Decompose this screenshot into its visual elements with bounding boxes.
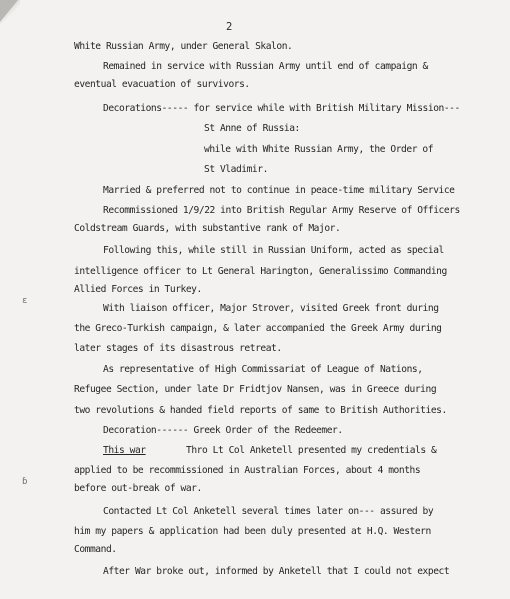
- text-line: With liaison officer, Major Strover, visited Greek front during: [103, 303, 439, 314]
- text-line: Remained in service with Russian Army until end of campaign &: [103, 61, 428, 72]
- text-line: White Russian Army, under General Skalon.: [74, 41, 293, 52]
- text-line: Married & preferred not to continue in peace-time military Service: [103, 185, 455, 196]
- text-line: Allied Forces in Turkey.: [74, 284, 202, 295]
- text-line: Decoration------ Greek Order of the Redeemer.: [103, 425, 343, 436]
- text-line: Recommissioned 1/9/22 into British Regular Army Reserve of Officers: [103, 205, 460, 216]
- margin-punch-mark: ɓ: [22, 477, 28, 487]
- text-line: After War broke out, informed by Anketell that I could not expect: [103, 566, 450, 577]
- text-line: while with White Russian Army, the Order of: [204, 144, 434, 155]
- text-line: two revolutions & handed field reports of same to British Authorities.: [74, 405, 447, 416]
- text-line: St Vladimir.: [204, 164, 268, 175]
- folded-corner: [0, 0, 18, 22]
- text-line: Contacted Lt Col Anketell several times later on--- assured by: [103, 506, 434, 517]
- text-line: St Anne of Russia:: [204, 123, 300, 134]
- text-line: Thro Lt Col Anketell presented my credentials &: [186, 445, 437, 456]
- text-line: Coldstream Guards, with substantive rank of Major.: [74, 223, 341, 234]
- text-line: later stages of its disastrous retreat.: [74, 343, 282, 354]
- text-line: eventual evacuation of survivors.: [74, 79, 250, 90]
- page-number: 2: [226, 21, 233, 33]
- text-line: applied to be recommissioned in Australian Forces, about 4 months: [74, 465, 421, 476]
- text-line: before out-break of war.: [74, 483, 202, 494]
- text-line: As representative of High Commissariat of League of Nations,: [103, 364, 423, 375]
- text-line: Following this, while still in Russian Uniform, acted as special: [103, 245, 444, 256]
- text-line: him my papers & application had been duly presented at H.Q. Western: [74, 526, 431, 537]
- section-heading-this-war: This war: [103, 445, 146, 456]
- margin-punch-mark: ɛ: [22, 296, 28, 306]
- text-line: Command.: [74, 544, 117, 555]
- text-line: Decorations----- for service while with British Military Mission---: [103, 103, 460, 114]
- text-line: the Greco-Turkish campaign, & later accompanied the Greek Army during: [74, 323, 442, 334]
- text-line: intelligence officer to Lt General Harington, Generalissimo Commanding: [74, 266, 447, 277]
- text-line: Refugee Section, under late Dr Fridtjov Nansen, was in Greece during: [74, 384, 437, 395]
